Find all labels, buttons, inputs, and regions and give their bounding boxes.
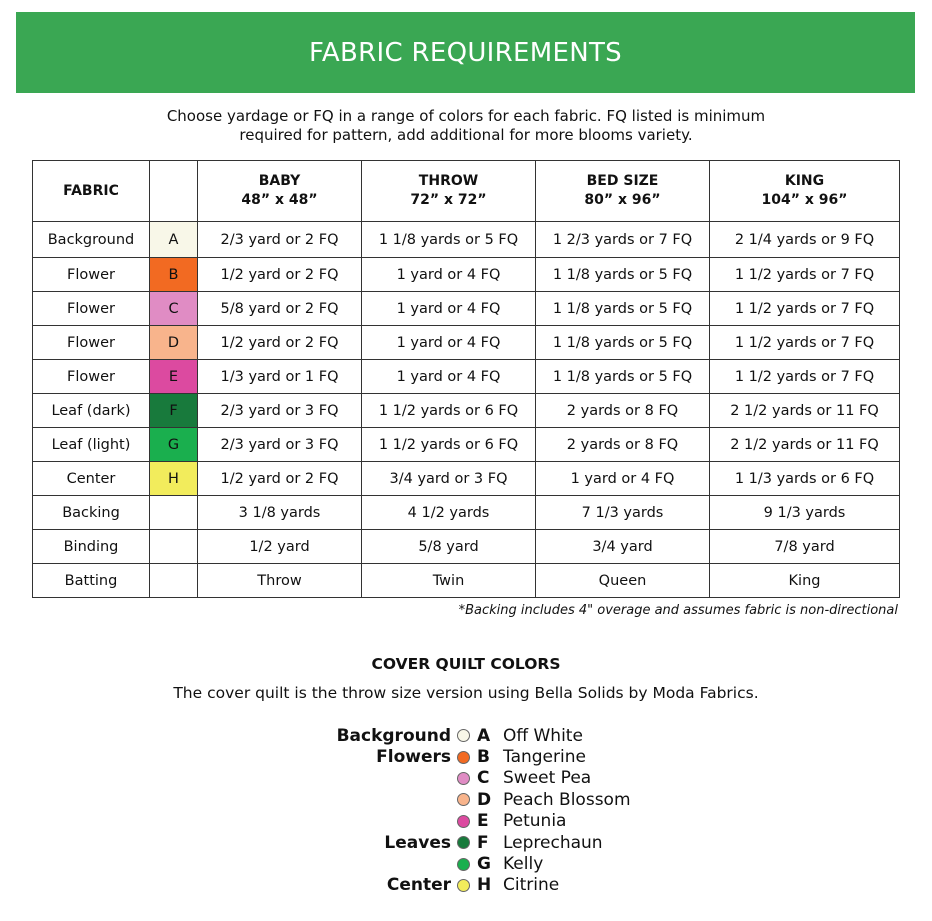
fabric-letter-swatch: G	[150, 428, 198, 462]
legend-item	[310, 725, 710, 746]
baby-size-cell: 5/8 yard or 2 FQ	[198, 292, 362, 326]
legend-letter: B	[477, 747, 490, 768]
table-row	[33, 530, 900, 564]
page-title: FABRIC REQUIREMENTS	[309, 37, 622, 68]
legend-letter: D	[477, 789, 492, 810]
legend-group-label: Center	[386, 875, 451, 896]
legend-item	[310, 768, 710, 789]
fabric-letter-swatch: E	[150, 360, 198, 394]
legend-color-name: Leprechaun	[503, 832, 603, 853]
baby-size-cell: Throw	[198, 564, 362, 598]
table-row	[33, 462, 900, 496]
intro-text	[40, 107, 892, 145]
color-dot-icon	[457, 879, 470, 892]
column-header-name: THROW	[418, 173, 479, 189]
legend-color-name: Sweet Pea	[503, 768, 592, 789]
fabric-letter-swatch	[150, 496, 198, 530]
king-size-cell: 1 1/2 yards or 7 FQ	[710, 258, 900, 292]
column-header-dims: 104” x 96”	[761, 192, 848, 208]
king-size-cell: 2 1/2 yards or 11 FQ	[710, 394, 900, 428]
legend-color-name: Kelly	[503, 854, 544, 875]
color-dot-icon	[457, 793, 470, 806]
baby-size-cell: 1/3 yard or 1 FQ	[198, 360, 362, 394]
table-row	[33, 496, 900, 530]
throw-size-cell: 3/4 yard or 3 FQ	[362, 462, 536, 496]
baby-size-cell: 2/3 yard or 3 FQ	[198, 428, 362, 462]
legend-item	[310, 746, 710, 767]
column-header	[150, 161, 198, 222]
fabric-letter-swatch: H	[150, 462, 198, 496]
fabric-name-cell: Center	[33, 462, 150, 496]
fabric-name-cell: Batting	[33, 564, 150, 598]
column-header-name: BABY	[258, 173, 301, 189]
legend-color-name: Off White	[503, 725, 583, 746]
throw-size-cell: 1 1/2 yards or 6 FQ	[362, 394, 536, 428]
baby-size-cell: 2/3 yard or 3 FQ	[198, 394, 362, 428]
table-row	[33, 394, 900, 428]
column-header	[33, 161, 150, 222]
throw-size-cell: 1 1/8 yards or 5 FQ	[362, 222, 536, 258]
legend-item	[310, 811, 710, 832]
legend-group-label: Leaves	[384, 832, 451, 853]
bed-size-cell: 1 2/3 yards or 7 FQ	[536, 222, 710, 258]
baby-size-cell: 2/3 yard or 2 FQ	[198, 222, 362, 258]
king-size-cell: 2 1/4 yards or 9 FQ	[710, 222, 900, 258]
fabric-letter-swatch	[150, 564, 198, 598]
legend-item	[310, 853, 710, 874]
legend-letter: F	[477, 832, 489, 853]
baby-size-cell: 1/2 yard or 2 FQ	[198, 326, 362, 360]
fabric-letter-swatch: F	[150, 394, 198, 428]
fabric-name-cell: Background	[33, 222, 150, 258]
legend-letter: G	[477, 854, 491, 875]
intro-line-2: required for pattern, add additional for more blooms variety.	[239, 126, 693, 144]
legend-color-name: Tangerine	[503, 747, 586, 768]
fabric-letter-swatch: B	[150, 258, 198, 292]
legend-color-name: Petunia	[503, 811, 567, 832]
baby-size-cell: 3 1/8 yards	[198, 496, 362, 530]
legend-letter: H	[477, 875, 492, 896]
column-header-dims: 48” x 48”	[241, 192, 318, 208]
column-header-name: BED SIZE	[586, 173, 659, 189]
color-dot-icon	[457, 858, 470, 871]
bed-size-cell: 7 1/3 yards	[536, 496, 710, 530]
legend-letter: A	[477, 725, 491, 746]
fabric-name-cell: Binding	[33, 530, 150, 564]
table-row	[33, 360, 900, 394]
intro-line-1: Choose yardage or FQ in a range of colors for each fabric. FQ listed is minimum	[166, 107, 766, 125]
fabric-requirements-table	[32, 160, 900, 598]
table-row	[33, 428, 900, 462]
throw-size-cell: 5/8 yard	[362, 530, 536, 564]
title-banner	[16, 12, 915, 93]
baby-size-cell: 1/2 yard or 2 FQ	[198, 258, 362, 292]
cover-subtitle: The cover quilt is the throw size version using Bella Solids by Moda Fabrics.	[173, 684, 759, 702]
fabric-letter-swatch	[150, 530, 198, 564]
throw-size-cell: 1 yard or 4 FQ	[362, 258, 536, 292]
fabric-name-cell: Flower	[33, 258, 150, 292]
color-legend	[310, 725, 710, 896]
throw-size-cell: 1 yard or 4 FQ	[362, 292, 536, 326]
column-header-name: KING	[784, 173, 825, 189]
color-dot-icon	[457, 772, 470, 785]
fabric-letter-swatch: D	[150, 326, 198, 360]
bed-size-cell: 3/4 yard	[536, 530, 710, 564]
king-size-cell: 1 1/2 yards or 7 FQ	[710, 326, 900, 360]
legend-group-label: Flowers	[376, 747, 451, 768]
table-row	[33, 222, 900, 258]
fabric-name-cell: Flower	[33, 292, 150, 326]
column-header-dims: 72” x 72”	[410, 192, 487, 208]
column-header-name: FABRIC	[63, 182, 119, 199]
bed-size-cell: 1 yard or 4 FQ	[536, 462, 710, 496]
bed-size-cell: Queen	[536, 564, 710, 598]
backing-note: *Backing includes 4" overage and assumes fabric is non-directional	[458, 603, 898, 618]
column-header	[710, 161, 900, 222]
fabric-name-cell: Leaf (light)	[33, 428, 150, 462]
king-size-cell: 1 1/2 yards or 7 FQ	[710, 360, 900, 394]
fabric-name-cell: Flower	[33, 326, 150, 360]
legend-letter: C	[477, 768, 490, 789]
table-row	[33, 258, 900, 292]
throw-size-cell: 1 yard or 4 FQ	[362, 360, 536, 394]
legend-item	[310, 789, 710, 810]
king-size-cell: 1 1/2 yards or 7 FQ	[710, 292, 900, 326]
bed-size-cell: 1 1/8 yards or 5 FQ	[536, 258, 710, 292]
header-row	[33, 161, 900, 222]
throw-size-cell: Twin	[362, 564, 536, 598]
legend-color-name: Citrine	[503, 875, 560, 896]
baby-size-cell: 1/2 yard	[198, 530, 362, 564]
column-header	[362, 161, 536, 222]
table-row	[33, 326, 900, 360]
king-size-cell: 9 1/3 yards	[710, 496, 900, 530]
bed-size-cell: 1 1/8 yards or 5 FQ	[536, 292, 710, 326]
king-size-cell: King	[710, 564, 900, 598]
legend-item	[310, 875, 710, 896]
table-row	[33, 564, 900, 598]
fabric-name-cell: Leaf (dark)	[33, 394, 150, 428]
table-body	[33, 161, 900, 598]
color-dot-icon	[457, 815, 470, 828]
throw-size-cell: 1 yard or 4 FQ	[362, 326, 536, 360]
legend-group-label: Background	[336, 725, 451, 746]
baby-size-cell: 1/2 yard or 2 FQ	[198, 462, 362, 496]
table-row	[33, 292, 900, 326]
legend-letter: E	[477, 811, 489, 832]
fabric-letter-swatch: C	[150, 292, 198, 326]
fabric-name-cell: Flower	[33, 360, 150, 394]
fabric-name-cell: Backing	[33, 496, 150, 530]
legend-color-name: Peach Blossom	[503, 789, 631, 810]
bed-size-cell: 1 1/8 yards or 5 FQ	[536, 326, 710, 360]
bed-size-cell: 2 yards or 8 FQ	[536, 428, 710, 462]
legend-item	[310, 832, 710, 853]
color-dot-icon	[457, 836, 470, 849]
king-size-cell: 1 1/3 yards or 6 FQ	[710, 462, 900, 496]
king-size-cell: 2 1/2 yards or 11 FQ	[710, 428, 900, 462]
bed-size-cell: 2 yards or 8 FQ	[536, 394, 710, 428]
king-size-cell: 7/8 yard	[710, 530, 900, 564]
cover-title: COVER QUILT COLORS	[371, 655, 561, 673]
column-header	[198, 161, 362, 222]
throw-size-cell: 1 1/2 yards or 6 FQ	[362, 428, 536, 462]
fabric-letter-swatch: A	[150, 222, 198, 258]
color-dot-icon	[457, 729, 470, 742]
throw-size-cell: 4 1/2 yards	[362, 496, 536, 530]
column-header	[536, 161, 710, 222]
bed-size-cell: 1 1/8 yards or 5 FQ	[536, 360, 710, 394]
column-header-dims: 80” x 96”	[584, 192, 661, 208]
color-dot-icon	[457, 751, 470, 764]
